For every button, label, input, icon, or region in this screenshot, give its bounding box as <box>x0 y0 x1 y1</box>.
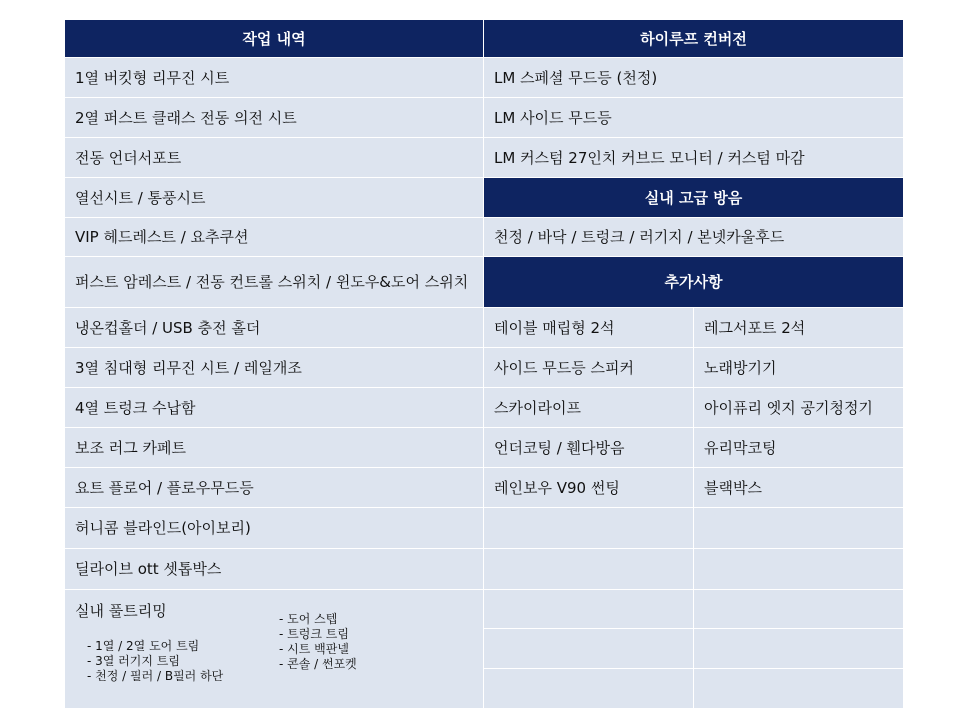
empty-cell <box>694 590 903 628</box>
trim-item: - 3열 러기지 트림 <box>87 654 180 668</box>
work-item: 딜라이브 ott 셋톱박스 <box>65 549 483 589</box>
empty-cell <box>694 549 903 589</box>
trim-item: - 트렁크 트림 <box>279 627 349 641</box>
extra-item: 스카이라이프 <box>484 388 693 427</box>
header-hilift: 하이루프 컨버전 <box>484 20 903 57</box>
trim-list-right <box>279 612 357 672</box>
trim-list-left <box>87 639 223 684</box>
hilift-item: LM 스페셜 무드등 (천정) <box>484 58 903 97</box>
work-item: 열선시트 / 통풍시트 <box>65 178 483 217</box>
extra-item: 블랙박스 <box>694 468 903 507</box>
work-item: VIP 헤드레스트 / 요추쿠션 <box>65 218 483 256</box>
work-item: 요트 플로어 / 플로우무드등 <box>65 468 483 507</box>
trimming-title: 실내 풀트리밍 <box>75 602 167 620</box>
work-item: 퍼스트 암레스트 / 전동 컨트롤 스위치 / 윈도우&도어 스위치 <box>65 257 483 307</box>
extra-item: 사이드 무드등 스피커 <box>484 348 693 387</box>
work-item: 3열 침대형 리무진 시트 / 레일개조 <box>65 348 483 387</box>
extra-item: 아이퓨리 엣지 공기청정기 <box>694 388 903 427</box>
work-item: 4열 트렁크 수납함 <box>65 388 483 427</box>
empty-cell <box>694 669 903 708</box>
spec-table <box>65 20 903 708</box>
trim-item: - 천정 / 필러 / B필러 하단 <box>87 669 224 683</box>
empty-cell <box>484 549 693 589</box>
hilift-item: LM 커스텀 27인치 커브드 모니터 / 커스텀 마감 <box>484 138 903 177</box>
trim-item: - 도어 스텝 <box>279 612 338 626</box>
empty-cell <box>694 508 903 548</box>
soundproof-item: 천정 / 바닥 / 트렁크 / 러기지 / 본넷카울후드 <box>484 218 903 256</box>
work-item: 1열 버킷형 리무진 시트 <box>65 58 483 97</box>
work-item: 2열 퍼스트 클래스 전동 의전 시트 <box>65 98 483 137</box>
work-item: 냉온컵홀더 / USB 충전 홀더 <box>65 308 483 347</box>
empty-cell <box>484 669 693 708</box>
trim-item: - 시트 백판넬 <box>279 642 349 656</box>
empty-cell <box>484 590 693 628</box>
header-work: 작업 내역 <box>65 20 483 57</box>
extra-item: 테이블 매립형 2석 <box>484 308 693 347</box>
work-item: 보조 러그 카페트 <box>65 428 483 467</box>
hilift-item: LM 사이드 무드등 <box>484 98 903 137</box>
work-item: 전동 언더서포트 <box>65 138 483 177</box>
empty-cell <box>484 629 693 668</box>
work-item: 허니콤 블라인드(아이보리) <box>65 508 483 548</box>
header-soundproof: 실내 고급 방음 <box>484 178 903 217</box>
trimming-cell <box>65 590 483 708</box>
extra-item: 언더코팅 / 휀다방음 <box>484 428 693 467</box>
trim-item: - 1열 / 2열 도어 트림 <box>87 639 200 653</box>
extra-item: 노래방기기 <box>694 348 903 387</box>
empty-cell <box>694 629 903 668</box>
extra-item: 유리막코팅 <box>694 428 903 467</box>
trim-item: - 콘솔 / 썬포켓 <box>279 657 357 671</box>
extra-item: 레인보우 V90 썬팅 <box>484 468 693 507</box>
header-extra: 추가사항 <box>484 257 903 307</box>
extra-item: 레그서포트 2석 <box>694 308 903 347</box>
empty-cell <box>484 508 693 548</box>
